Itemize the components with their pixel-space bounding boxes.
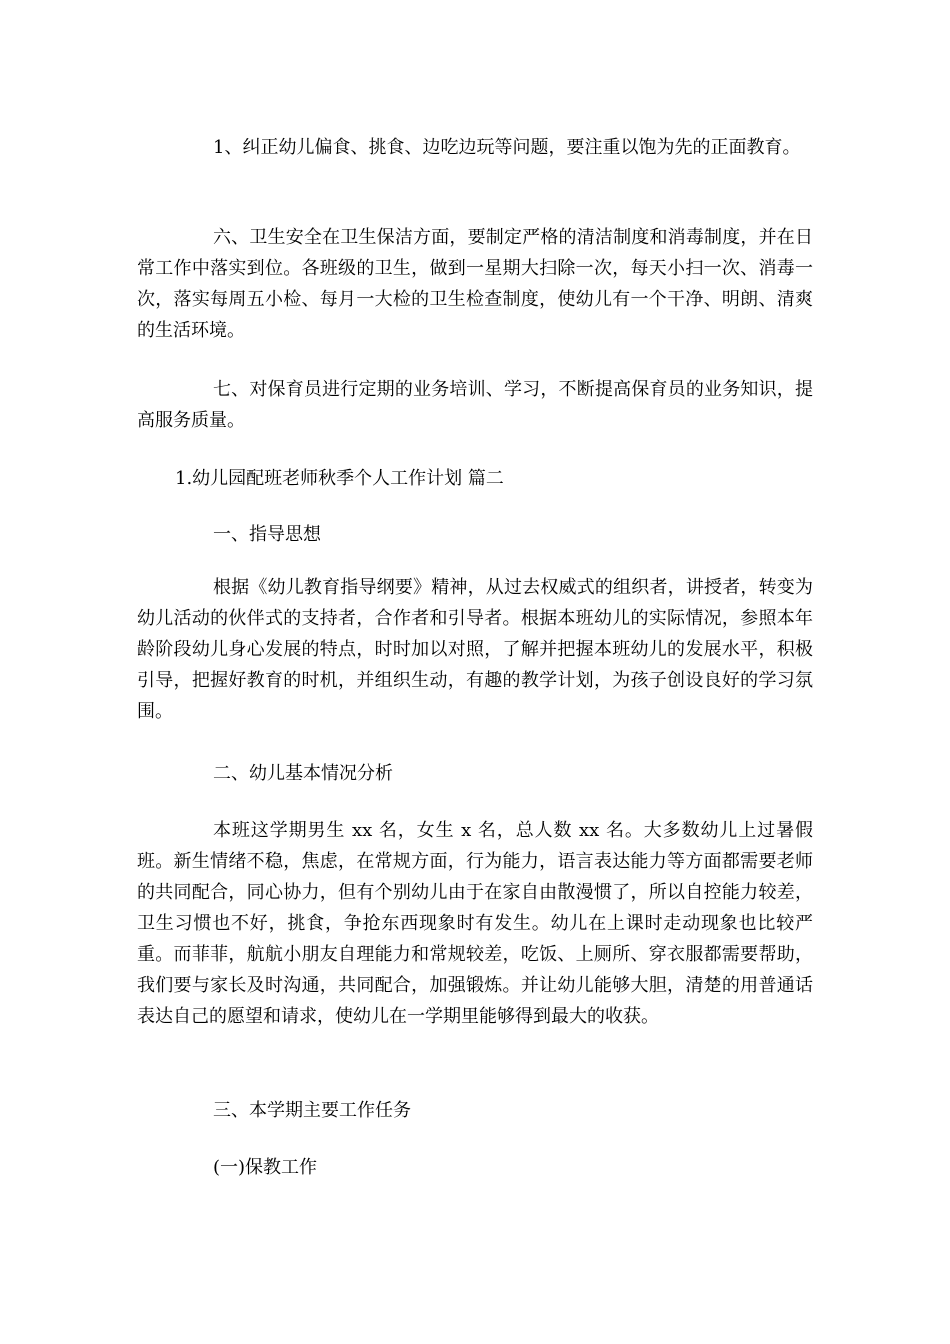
paragraph-hygiene-safety: 六、卫生安全在卫生保洁方面，要制定严格的清洁制度和消毒制度，并在日常工作中落实到位。各班级的卫生，做到一星期大扫除一次，每天小扫一次、消毒一次，落实每周五小检、每月一大检的卫生检查制度，使幼儿有一个干净、明朗、清爽的生活环境。 xyxy=(137,227,813,341)
heading-main-tasks: 三、本学期主要工作任务 xyxy=(213,1100,411,1121)
heading-care-education-work: (一)保教工作 xyxy=(213,1157,318,1178)
heading-children-analysis: 二、幼儿基本情况分析 xyxy=(213,763,393,784)
paragraph-children-analysis: 本班这学期男生 xx 名，女生 x 名，总人数 xx 名。大多数幼儿上过暑假班。新生情绪不稳，焦虑，在常规方面，行为能力，语言表达能力等方面都需要老师的共同配合，同心协力，但有个别幼儿由于在家自由散漫惯了，所以自控能力较差，卫生习惯也不好，挑食，争抢东西现象时有发生。幼儿在上课时走动现象也比较严重。而菲菲，航航小朋友自理能力和常规较差，吃饭、上厕所、穿衣服都需要帮助，我们要与家长及时沟通，共同配合，加强锻炼。并让幼儿能够大胆，清楚的用普通话表达自己的愿望和请求，使幼儿在一学期里能够得到最大的收获。 xyxy=(137,820,813,1027)
paragraph-diet-correction: 1、纠正幼儿偏食、挑食、边吃边玩等问题，要注重以饱为先的正面教育。 xyxy=(213,137,801,158)
paragraph-staff-training: 七、对保育员进行定期的业务培训、学习，不断提高保育员的业务知识，提高服务质量。 xyxy=(137,379,813,431)
section-title-plan-part-two: 1.幼儿园配班老师秋季个人工作计划 篇二 xyxy=(175,468,504,489)
heading-guiding-ideology: 一、指导思想 xyxy=(213,524,321,545)
paragraph-guiding-ideology: 根据《幼儿教育指导纲要》精神，从过去权威式的组织者，讲授者，转变为幼儿活动的伙伴式的支持者，合作者和引导者。根据本班幼儿的实际情况，参照本年龄阶段幼儿身心发展的特点，时时加以对照，了解并把握本班幼儿的发展水平，积极引导，把握好教育的时机，并组织生动，有趣的教学计划，为孩子创设良好的学习氛围。 xyxy=(137,577,813,722)
